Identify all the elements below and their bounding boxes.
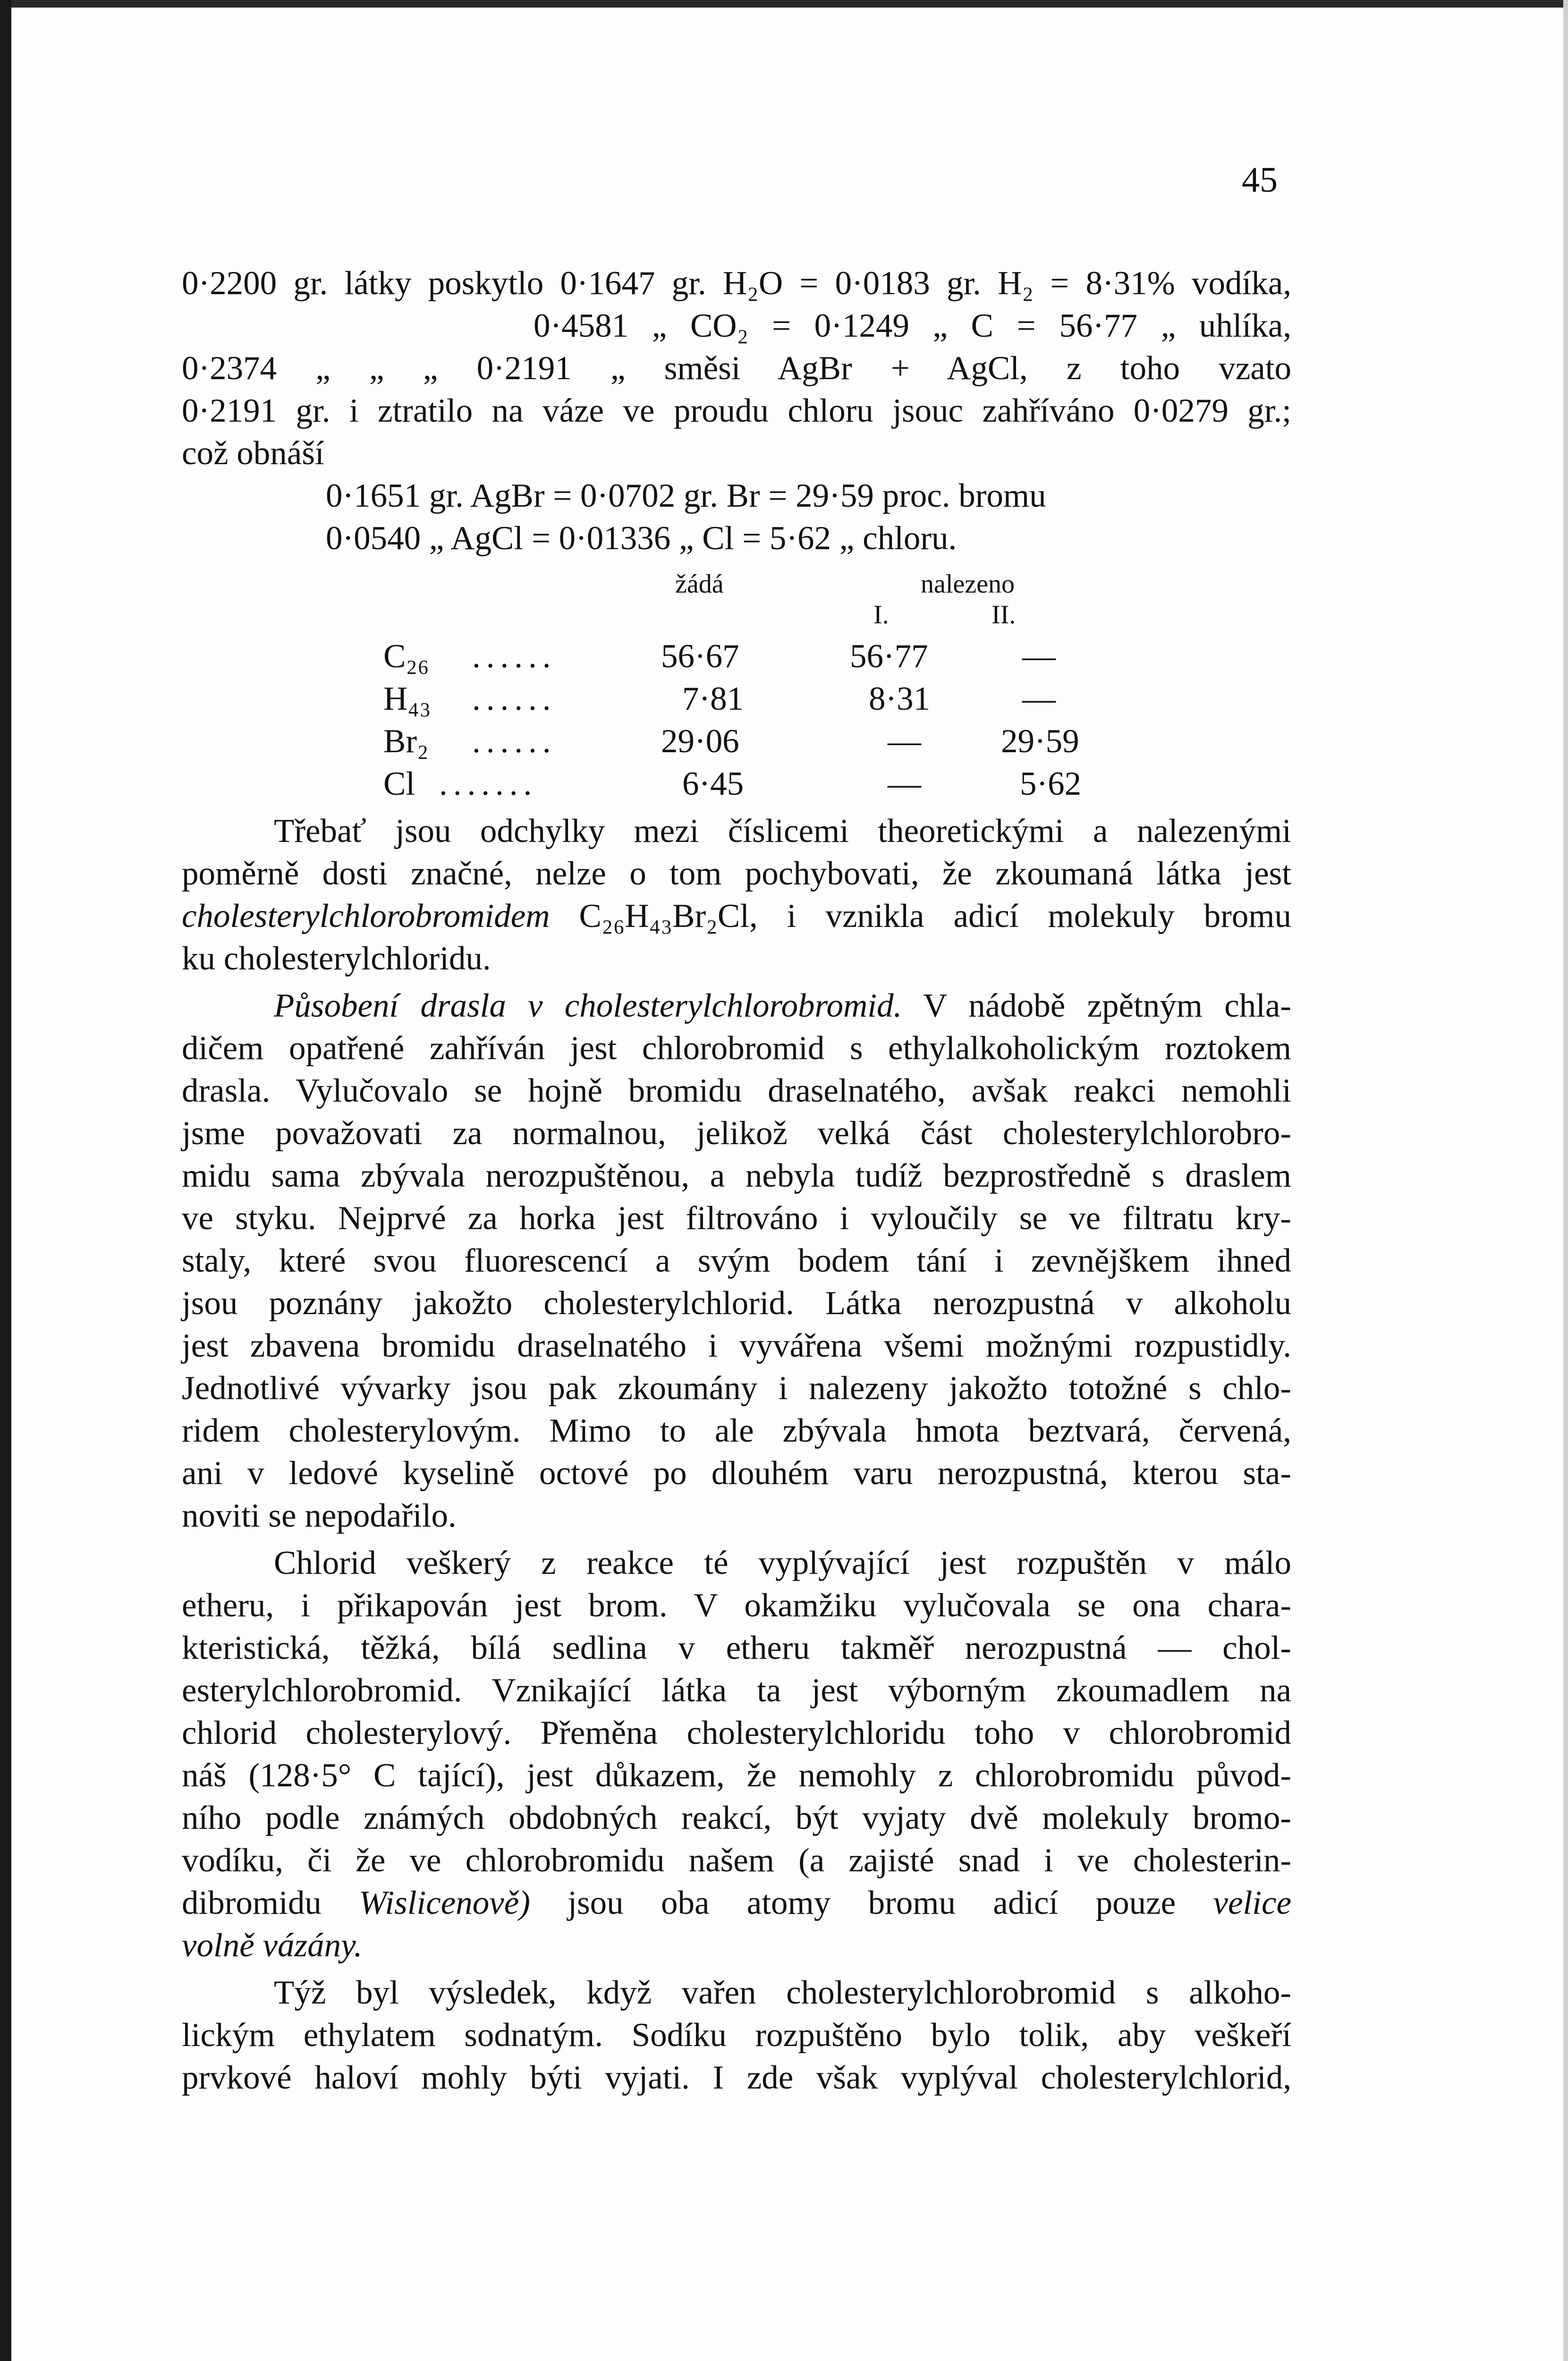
text-line: jsou poznány jakožto cholesterylchlorid. Látka nerozpustná v alkoholu (182, 1285, 1291, 1322)
scan-right-edge (1563, 0, 1568, 2361)
element-cell: Br₂ (383, 723, 429, 760)
found-2-cell: — (1022, 680, 1056, 717)
text-line: ani v ledové kyselině octové po dlouhém varu nerozpustná, kterou sta- (182, 1455, 1291, 1492)
element-cell: H₄₃ (383, 680, 431, 717)
required-cell: 56·67 (661, 638, 739, 675)
leader-dots: ....... (439, 765, 538, 802)
found-1-cell: — (888, 723, 921, 760)
text-line: ridem cholesterylovým. Mimo to ale zbývala hmota beztvará, červená, (182, 1412, 1291, 1449)
text-line: jest zbavena bromidu draselnatého i vyvářena všemi možnými rozpustidly. (182, 1327, 1291, 1364)
text-line: lickým ethylatem sodnatým. Sodíku rozpuštěno bylo tolik, aby veškeří (182, 2017, 1291, 2054)
found-2-cell: — (1022, 638, 1056, 675)
text-line (274, 985, 1291, 1027)
text-line: drasla. Vylučovalo se hojně bromidu draselnatého, avšak reakci nemohli (182, 1072, 1291, 1109)
text-line: prvkové haloví mohly býti vyjati. I zde však vyplýval cholesterylchlorid, (182, 2059, 1291, 2096)
text-line: kteristická, těžká, bílá sedlina v etheru takměř nerozpustná — chol- (182, 1630, 1291, 1666)
found-2-cell: 5·62 (1020, 765, 1082, 802)
header-col-1: I. (873, 600, 889, 629)
text-line (182, 1924, 1291, 1967)
found-1-cell: — (888, 765, 921, 802)
text-line: etheru, i přikapován jest brom. V okamžiku vylučovala se ona chara- (182, 1587, 1291, 1624)
found-2-cell: 29·59 (1001, 723, 1079, 760)
element-cell: Cl (383, 765, 415, 802)
text-line: chlorid cholesterylový. Přeměna cholesterylchloridu toho v chlorobromid (182, 1715, 1291, 1751)
text-line (182, 1882, 1291, 1924)
text-line: midu sama zbývala nerozpuštěnou, a nebyla tudíž bezprostředně s draslem (182, 1157, 1291, 1194)
text-line: Týž byl výsledek, když vařen cholesterylchlorobromid s alkoho- (274, 1974, 1291, 2011)
text-line: Jednotlivé vývarky jsou pak zkoumány i nalezeny jakožto totožné s chlo- (182, 1370, 1291, 1407)
calc-line-3: 0·2374 „ „ „ 0·2191 „ směsi AgBr + AgCl, z toho vzato (182, 350, 1291, 387)
text-span: i vznikla adicí molekuly bromu (787, 898, 1291, 934)
leader-dots: ...... (472, 680, 557, 717)
text-line: ve styku. Nejprvé za horka jest filtrováno i vyloučily se ve filtratu kry- (182, 1200, 1291, 1237)
header-col-2: II. (992, 600, 1016, 629)
calc-line-6: 0·1651 gr. AgBr = 0·0702 gr. Br = 29·59 proc. bromu (326, 477, 1046, 514)
text-line: vodíku, či že ve chlorobromidu našem (a zajisté snad i ve cholesterin- (182, 1842, 1291, 1879)
text-line: ku cholesterylchloridu. (182, 940, 491, 977)
italic-term: velice (1213, 1885, 1292, 1921)
text-line: Chlorid veškerý z reakce té vyplývající jest rozpuštěn v málo (274, 1545, 1291, 1581)
leader-dots: ...... (472, 723, 557, 760)
italic-term: Wislicenově) (359, 1885, 530, 1921)
text-line (182, 895, 1291, 937)
text-line: noviti se nepodařilo. (182, 1497, 457, 1534)
calc-line-7: 0·0540 „ AgCl = 0·01336 „ Cl = 5·62 „ chloru. (326, 520, 957, 557)
scan-top-edge (0, 0, 1568, 8)
text-line: esterylchlorobromid. Vznikající látka ta jest výborným zkoumadlem na (182, 1672, 1291, 1709)
required-cell: 7·81 (682, 680, 744, 717)
header-required: žádá (675, 569, 724, 599)
text-span: jsou oba atomy bromu adicí pouze (568, 1885, 1176, 1921)
page-number: 45 (1242, 160, 1278, 200)
formula: C₂₆H₄₃Br₂Cl, (579, 898, 758, 934)
element-cell: C₂₆ (383, 638, 429, 675)
text-line: náš (128·5° C tající), jest důkazem, že nemohly z chlorobromidu původ- (182, 1757, 1291, 1794)
required-cell: 6·45 (682, 765, 744, 802)
required-cell: 29·06 (661, 723, 739, 760)
found-1-cell: 56·77 (850, 638, 928, 675)
header-found: nalezeno (921, 569, 1015, 599)
scan-left-edge (0, 0, 11, 2361)
text-span: dibromidu (182, 1885, 322, 1921)
text-line: poměrně dosti značné, nelze o tom pochybovati, že zkoumaná látka jest (182, 855, 1291, 892)
text-line: ního podle známých obdobných reakcí, být vyjaty dvě molekuly bromo- (182, 1800, 1291, 1836)
text-line: staly, které svou fluorescencí a svým bodem tání i zevnějškem ihned (182, 1242, 1291, 1279)
calc-line-2: 0·4581 „ CO₂ = 0·1249 „ C = 56·77 „ uhlíka, (534, 307, 1291, 344)
section-heading: Působení drasla v cholesterylchlorobromid. (274, 987, 902, 1024)
text-line: Třebať jsou odchylky mezi číslicemi theoretickými a nalezenými (274, 813, 1291, 849)
italic-term: volně vázány. (182, 1927, 363, 1964)
calc-line-5: což obnáší (182, 435, 324, 472)
leader-dots: ...... (472, 638, 557, 675)
italic-term: cholesterylchlorobromidem (182, 898, 550, 934)
text-line: jsme považovati za normalnou, jelikož velká část cholesterylchlorobro- (182, 1115, 1291, 1152)
text-span: V nádobě zpětným chla- (923, 987, 1291, 1024)
found-1-cell: 8·31 (869, 680, 931, 717)
text-line: dičem opatřené zahříván jest chlorobromid s ethylalkoholickým roztokem (182, 1030, 1291, 1067)
calc-line-4: 0·2191 gr. i ztratilo na váze ve proudu chloru jsouc zahříváno 0·0279 gr.; (182, 392, 1291, 429)
calc-line-1: 0·2200 gr. látky poskytlo 0·1647 gr. H₂O = 0·0183 gr. H₂ = 8·31% vodíka, (182, 265, 1291, 302)
